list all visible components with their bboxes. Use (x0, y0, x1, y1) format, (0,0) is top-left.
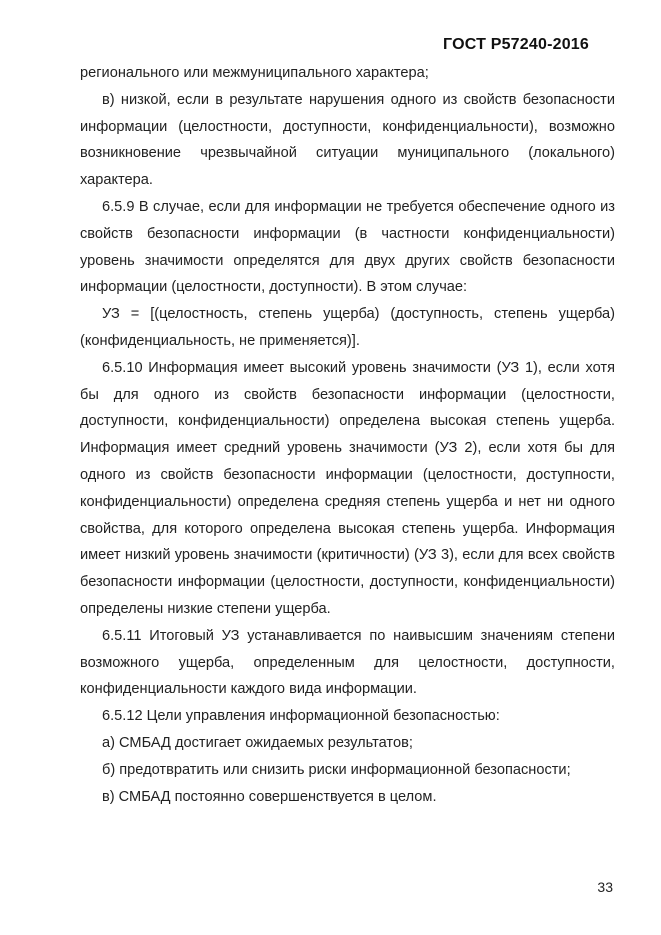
clause-6-5-11: 6.5.11 Итоговый УЗ устанавливается по наивысшим значениям степени возможного ущерба, определенным для целостности, доступности, конфиденциальности каждого вида информации. (80, 627, 615, 698)
list-item-b: б) предотвратить или снизить риски информационной безопасности; (102, 761, 571, 778)
clause-6-5-12: 6.5.12 Цели управления информационной безопасностью: (102, 708, 500, 725)
paragraph-continuation: регионального или межмуниципального характера; (80, 65, 429, 81)
list-item-a: а) СМБАД достигает ожидаемых результатов; (102, 734, 413, 751)
document-header: ГОСТ Р57240-2016 (443, 36, 589, 53)
list-item-v: в) СМБАД постоянно совершенствуется в целом. (102, 788, 437, 805)
document-body (80, 60, 615, 810)
formula-uz: УЗ = [(целостность, степень ущерба) (доступность, степень ущерба) (конфиденциальность, не применяется)]. (80, 306, 615, 349)
list-item-v-low: в) низкой, если в результате нарушения одного из свойств безопасности информации (целостности, доступности, конфиденциальности), возможно возникновение чрезвычайной ситуации муниципального (локального) характера. (80, 91, 615, 189)
page-number: 33 (597, 879, 613, 895)
clause-6-5-10: 6.5.10 Информация имеет высокий уровень значимости (УЗ 1), если хотя бы для одного из свойств безопасности информации (целостности, доступности, конфиденциальности) определена высокая степень ущерба. Информация имеет средний уровень значимости (УЗ 2), если хотя бы для одного из свойств безопасности информации (целостности, доступности, конфиденциальности) определена средняя степень ущерба и нет ни одного свойства, для которого определена высокая степень ущерба. Информация имеет низкий уровень значимости (критичности) (УЗ 3), если для всех свойств безопасности информации (целостности, доступности, конфиденциальности) определены низкие степени ущерба. (80, 359, 615, 617)
clause-6-5-9: 6.5.9 В случае, если для информации не требуется обеспечение одного из свойств безопасности информации (в частности конфиденциальности) уровень значимости определятся для двух других свойств безопасности информации (целостности, доступности). В этом случае: (80, 198, 615, 296)
